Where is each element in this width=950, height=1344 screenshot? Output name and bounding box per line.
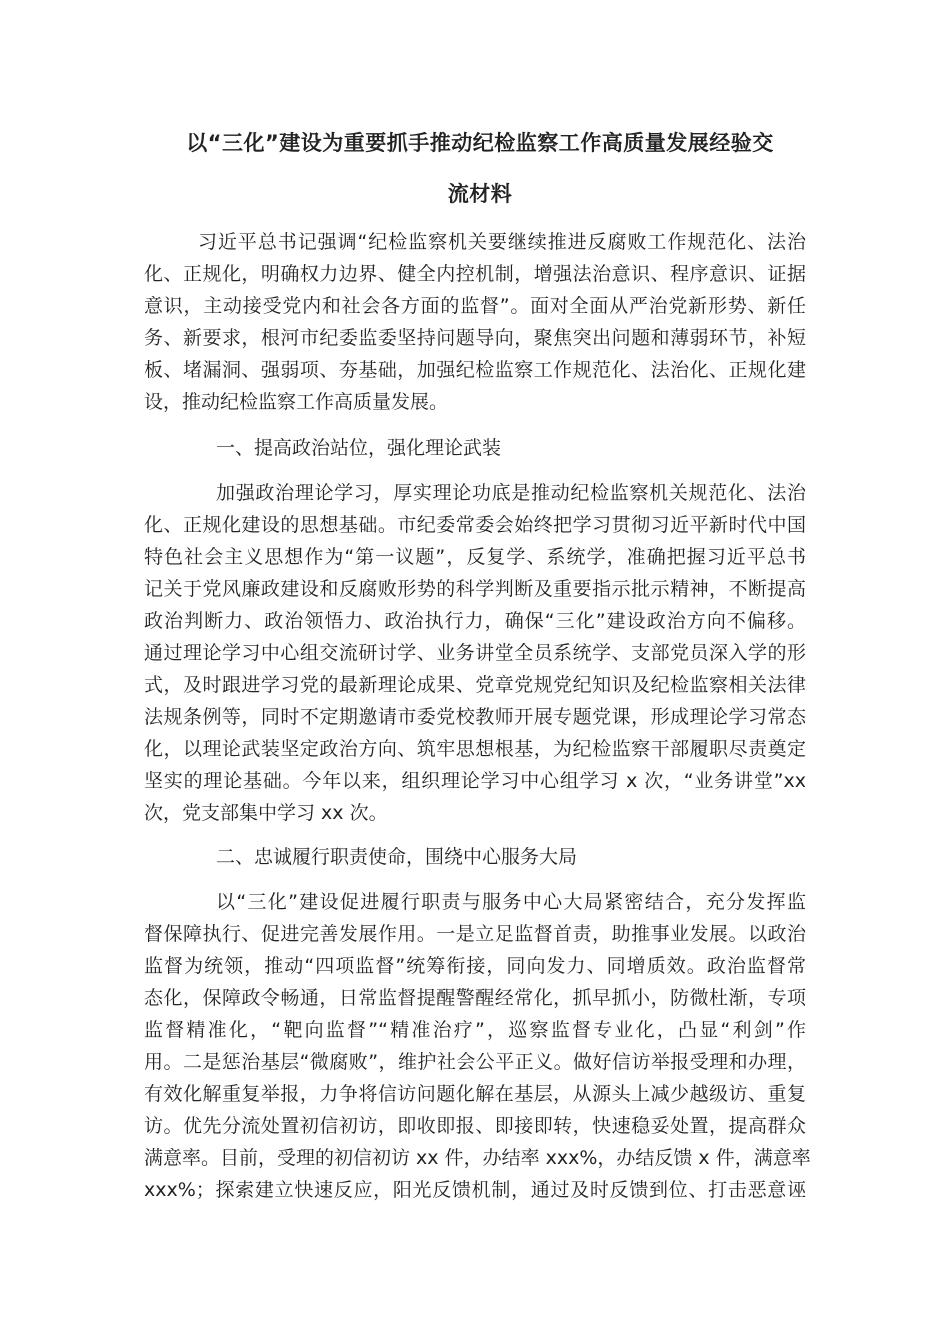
section-1-line-3: 特色社会主义思想作为“第一议题”，反复学、系统学，准确把握习近平总书	[144, 546, 806, 568]
section-1-line-11: 次，党支部集中学习 xx 次。	[144, 802, 388, 824]
intro-line-4: 务、新要求，根河市纪委监委坚持问题导向，聚焦突出问题和薄弱环节，补短	[144, 327, 806, 349]
section-1-heading: 一、提高政治站位，强化理论武装	[216, 437, 502, 459]
document-title-line-2: 流材料	[447, 182, 513, 206]
section-1-line-10: 坚实的理论基础。今年以来，组织理论学习中心组学习 x 次，“业务讲堂”xx	[144, 770, 806, 792]
section-2-line-7: 有效化解重复举报，力争将信访问题化解在基层，从源头上减少越级访、重复	[144, 1083, 806, 1105]
section-1-line-4: 记关于党风廉政建设和反腐败形势的科学判断及重要指示批示精神，不断提高	[144, 578, 806, 600]
section-2-line-8: 访。优先分流处置初信初访，即收即报、即接即转，快速稳妥处置，提高群众	[144, 1115, 806, 1137]
section-2-line-10: xxx%；探索建立快速反应，阳光反馈机制，通过及时反馈到位、打击恶意诬	[144, 1179, 806, 1201]
intro-line-1: 习近平总书记强调“纪检监察机关要继续推进反腐败工作规范化、法治	[198, 231, 806, 253]
section-1-line-6: 通过理论学习中心组交流研讨学、业务讲堂全员系统学、支部党员深入学的形	[144, 642, 806, 664]
section-1-line-7: 式，及时跟进学习党的最新理论成果、党章党规党纪知识及纪检监察相关法律	[144, 674, 806, 696]
intro-line-2: 化、正规化，明确权力边界、健全内控机制，增强法治意识、程序意识、证据	[144, 263, 806, 285]
section-2-line-3: 监督为统领，推动“四项监督”统筹衔接，同向发力、同增质效。政治监督常	[144, 955, 806, 977]
document-title-line-1: 以“三化”建设为重要抓手推动纪检监察工作高质量发展经验交	[186, 131, 774, 155]
intro-line-6: 设，推动纪检监察工作高质量发展。	[144, 391, 449, 413]
section-2-line-1: 以“三化”建设促进履行职责与服务中心大局紧密结合，充分发挥监	[216, 891, 806, 913]
section-2-heading: 二、忠诚履行职责使命，围绕中心服务大局	[216, 846, 578, 868]
section-1-line-2: 化、正规化建设的思想基础。市纪委常委会始终把学习贯彻习近平新时代中国	[144, 514, 806, 536]
section-2-line-5: 监督精准化，“靶向监督”“精准治疗”，巡察监督专业化，凸显“利剑”作	[144, 1019, 806, 1041]
section-1-line-1: 加强政治理论学习，厚实理论功底是推动纪检监察机关规范化、法治	[216, 482, 806, 504]
section-1-line-8: 法规条例等，同时不定期邀请市委党校教师开展专题党课，形成理论学习常态	[144, 706, 806, 728]
intro-line-3: 意识，主动接受党内和社会各方面的监督”。面对全面从严治党新形势、新任	[144, 295, 806, 317]
section-2-line-4: 态化，保障政令畅通，日常监督提醒警醒经常化，抓早抓小，防微杜渐，专项	[144, 987, 806, 1009]
section-2-line-2: 督保障执行、促进完善发展作用。一是立足监督首责，助推事业发展。以政治	[144, 923, 806, 945]
section-2-line-6: 用。二是惩治基层“微腐败”，维护社会公平正义。做好信访举报受理和办理，	[144, 1051, 806, 1073]
section-1-line-5: 政治判断力、政治领悟力、政治执行力，确保“三化”建设政治方向不偏移。	[144, 610, 806, 632]
section-2-line-9: 满意率。目前，受理的初信初访 xx 件，办结率 xxx%，办结反馈 x 件，满意率	[144, 1147, 811, 1169]
section-1-line-9: 化，以理论武装坚定政治方向、筑牢思想根基，为纪检监察干部履职尽责奠定	[144, 738, 806, 760]
intro-line-5: 板、堵漏洞、强弱项、夯基础，加强纪检监察工作规范化、法治化、正规化建	[144, 359, 806, 381]
